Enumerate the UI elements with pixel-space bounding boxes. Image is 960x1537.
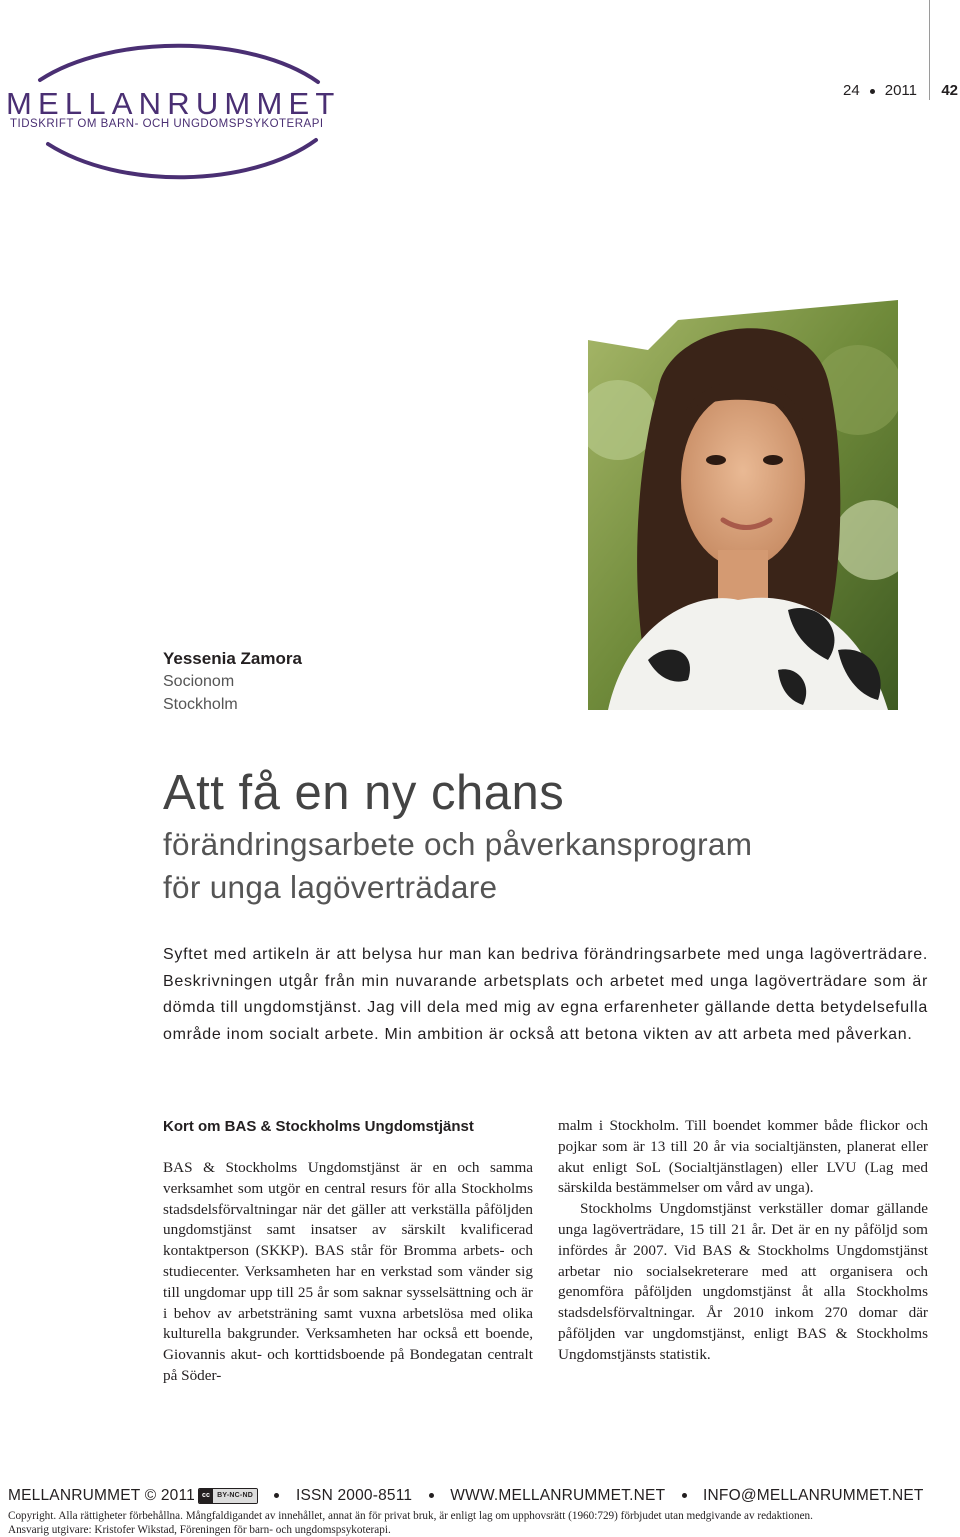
article-title-block xyxy=(163,763,943,909)
bullet-icon xyxy=(274,1493,279,1498)
footer-email-link[interactable]: INFO@MELLANRUMMET.NET xyxy=(703,1487,924,1504)
cc-license-left: cc xyxy=(199,1489,213,1503)
author-name: Yessenia Zamora xyxy=(163,649,302,668)
issue-meta xyxy=(843,82,917,99)
sidebar-right-column xyxy=(558,1116,928,1366)
article-subtitle-line2: för unga lagöverträdare xyxy=(163,869,498,905)
sidebar-paragraph: Stockholms Ungdomstjänst verkställer domar gällande unga lagöverträdare, 15 till 21 år. Det är en ny påföljd som infördes år 2007. Vid BAS & Stockholms Ungdomstjänst arbetar nio socialsekreterare med att organisera och genomföra påföljden ungdomstjänst åt alla Stockholms stadsdelsförvaltningar. År 2010 inkom 270 domar där påföljden var ungdomstjänst, enligt BAS & Stockholms Ungdomstjänsts statistik. xyxy=(558,1200,928,1363)
journal-name: MELLANRUMMET xyxy=(6,86,341,121)
footer-issn: ISSN 2000-8511 xyxy=(295,1487,413,1504)
footer-copyright-line2: Ansvarig utgivare: Kristofer Wikstad, Föreningen för barn- och ungdomspsykoterapi. xyxy=(8,1524,391,1536)
sidebar-paragraph: BAS & Stockholms Ungdomstjänst är en och samma verksamhet som utgör en central resurs för alla Stockholms stadsdelsförvaltningar när det gäller att verkställa påföljden ungdomstjänst samt insatser av särskilt kvalificerad kontaktperson (SKKP). BAS står för Bromma arbets- och studiecenter. Verksamheten har en verkstad som vänder sig till ungdomar upp till 25 år som saknar sysselsättning och är i behov av arbetsträning samt vuxna arbetslösa med olika kulturella bakgrunder. Verksamheten har också ett boende, Giovannis akut- och korttidsboende på Bondegatan centralt på Söder- xyxy=(163,1159,533,1384)
page-number: 42 xyxy=(941,82,958,99)
issue-number: 24 xyxy=(843,82,860,99)
cc-license-icon xyxy=(198,1488,258,1504)
header-divider xyxy=(929,0,930,100)
article-subtitle-line1: förändringsarbete och påverkansprogram xyxy=(163,826,753,862)
author-block xyxy=(163,648,463,716)
article-abstract: Syftet med artikeln är att belysa hur man kan bedriva förändringsarbete med unga lagöverträdare. Beskrivningen utgår från min nuvarande arbetsplats och arbetet med unga lagöverträdare som är dömda till ungdomstjänst. Jag vill dela med mig av egna erfarenheter gällande detta betydelsefulla område inom socialt arbete. Min ambition är också att betona vikten av att arbeta med påverkan. xyxy=(163,946,928,1043)
page-footer xyxy=(8,1487,953,1537)
bullet-icon xyxy=(870,89,875,94)
footer-info-line xyxy=(8,1487,953,1505)
issue-year: 2011 xyxy=(884,82,917,99)
cc-license-right: BY-NC-ND xyxy=(213,1489,257,1503)
bullet-icon xyxy=(682,1493,687,1498)
sidebar-heading: Kort om BAS & Stockholms Ungdomstjänst xyxy=(163,1118,474,1135)
bullet-icon xyxy=(429,1493,434,1498)
article-title: Att få en ny chans xyxy=(163,766,565,820)
sidebar-left-column xyxy=(163,1116,533,1387)
journal-tagline: TIDSKRIFT OM BARN- OCH UNGDOMSPSYKOTERAPI xyxy=(10,118,324,130)
issue-header xyxy=(760,80,960,104)
journal-logo xyxy=(0,40,340,180)
footer-copyright-year: © 2011 xyxy=(144,1487,195,1504)
footer-brand: MELLANRUMMET xyxy=(8,1487,141,1504)
footer-copyright-line1: Copyright. Alla rättigheter förbehållna. Mångfaldigandet av innehållet, annat än för privat bruk, är enligt lag om upphovsrätt (1960:729) förbjudet utan medgivande av redaktionen. xyxy=(8,1510,813,1522)
author-photo xyxy=(588,300,898,710)
author-city: Stockholm xyxy=(163,696,238,713)
footer-website-link[interactable]: WWW.MELLANRUMMET.NET xyxy=(450,1487,665,1504)
author-role: Socionom xyxy=(163,673,235,690)
sidebar-paragraph-continued: malm i Stockholm. Till boendet kommer både flickor och pojkar som är 13 till 20 år via socialtjänsten, planerat eller akut enligt SoL (Socialtjänstlagen) eller LVU (Lag med särskilda bestämmelser om vård av unga). xyxy=(558,1117,928,1197)
